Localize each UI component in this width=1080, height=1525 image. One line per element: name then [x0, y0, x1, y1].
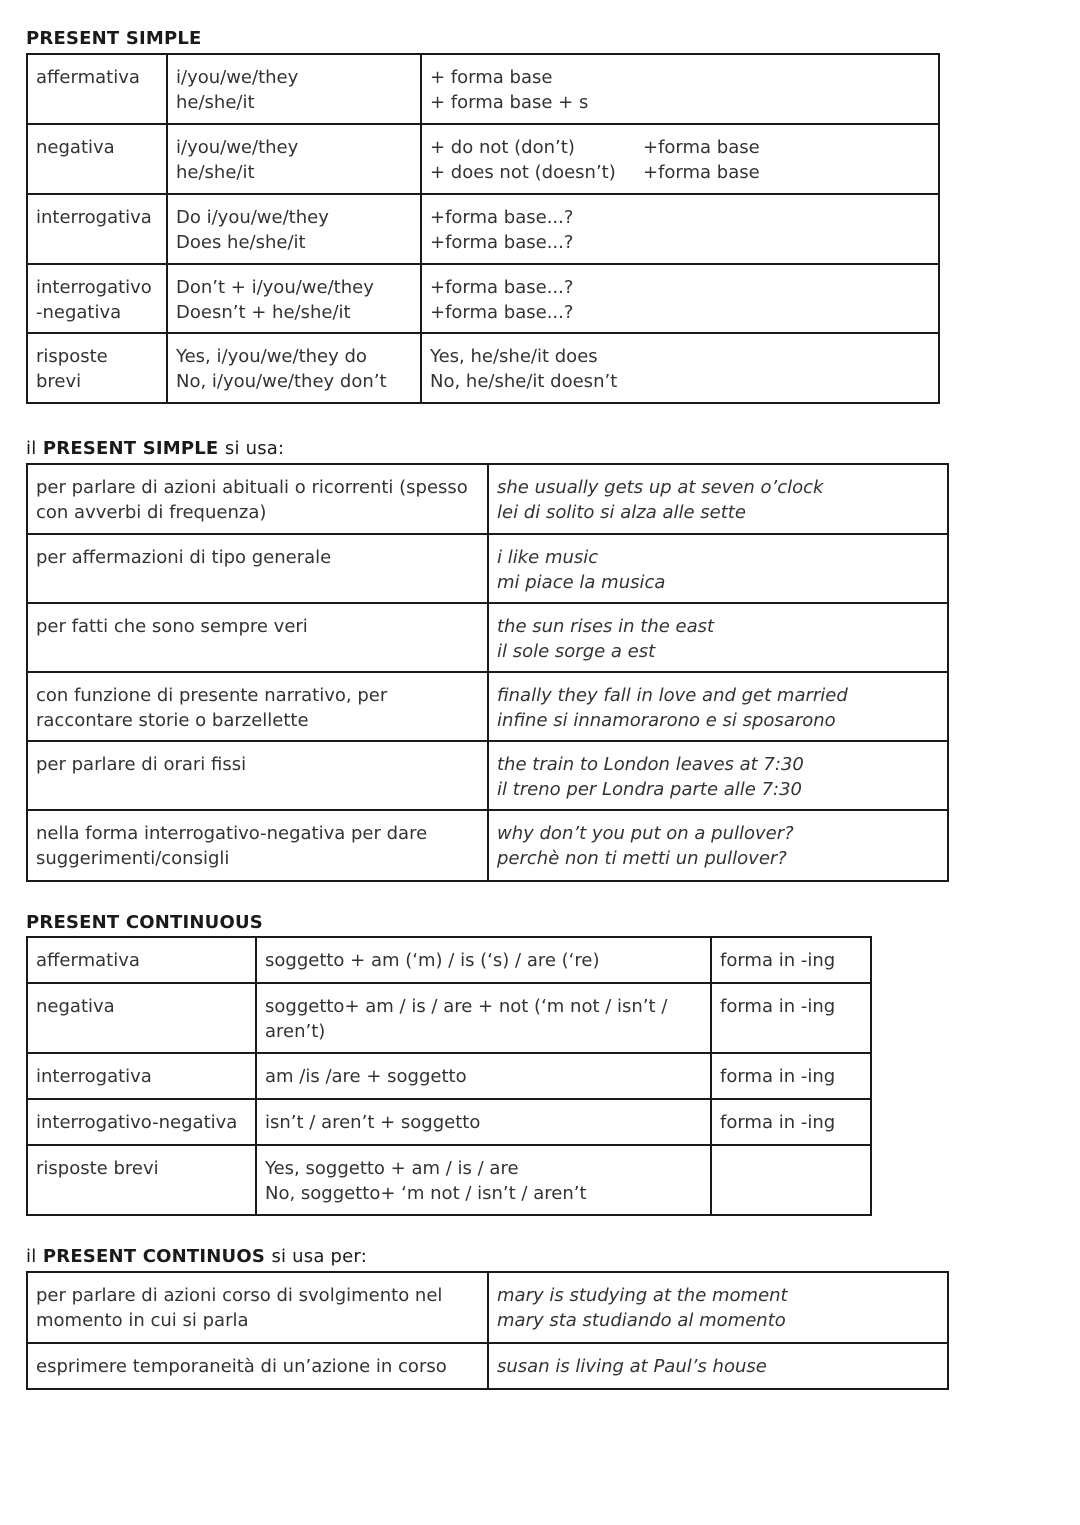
use-cell [27, 464, 488, 534]
subject-text: Yes, i/you/we/they do [176, 346, 367, 367]
table-row [27, 464, 948, 534]
form-cell [27, 1099, 256, 1145]
verb-text: Yes, he/she/it does [430, 346, 598, 367]
form-label: interrogativo [36, 277, 152, 298]
subject-text: i/you/we/they [176, 67, 299, 88]
verb-text: + forma base [430, 67, 553, 88]
table-row [27, 333, 939, 403]
use-cell [27, 672, 488, 741]
verb-cell [711, 1145, 871, 1215]
form-label: interrogativo-negativa [36, 1112, 238, 1133]
use-text: per parlare di orari fissi [36, 754, 247, 775]
use-cell [27, 1272, 488, 1343]
present-continuous-heading: PRESENT CONTINUOUS [26, 912, 263, 933]
verb-text: forma in -ing [720, 996, 836, 1017]
verb-cell [421, 54, 939, 124]
table-row [27, 124, 939, 194]
table-row [27, 937, 871, 983]
verb-text: +forma base...? [430, 232, 574, 253]
form-label: risposte [36, 346, 108, 367]
heading-suffix: si usa: [224, 438, 285, 459]
use-text: nella forma interrogativo-negativa per dare [36, 823, 428, 844]
example-text: il sole sorge a est [497, 641, 656, 662]
form-cell [27, 124, 167, 194]
example-cell [488, 1272, 948, 1343]
structure-cell [256, 937, 711, 983]
example-text: mi piace la musica [497, 572, 666, 593]
form-label: interrogativa [36, 207, 152, 228]
heading-main: PRESENT SIMPLE [42, 438, 219, 459]
table-row [27, 810, 948, 881]
verb-cell [421, 333, 939, 403]
structure-text: soggetto + am (‘m) / is (‘s) / are (‘re) [265, 950, 600, 971]
heading-suffix: si usa per: [271, 1246, 367, 1267]
subject-text: he/she/it [176, 92, 255, 113]
present-continuous-uses-heading [26, 1246, 367, 1267]
table-row [27, 603, 948, 672]
example-text: finally they fall in love and get married [497, 685, 848, 706]
example-cell [488, 672, 948, 741]
use-text: con avverbi di frequenza) [36, 502, 267, 523]
verb-cell [421, 194, 939, 264]
heading-prefix: il [26, 438, 37, 459]
structure-text: soggetto+ am / is / are + not (‘m not / isn’t / [265, 996, 668, 1017]
subject-text: Doesn’t + he/she/it [176, 302, 351, 323]
subject-text: Don’t + i/you/we/they [176, 277, 374, 298]
verb-text: +forma base...? [430, 302, 574, 323]
example-text: lei di solito si alza alle sette [497, 502, 746, 523]
use-text: per fatti che sono sempre veri [36, 616, 308, 637]
example-text: infine si innamorarono e si sposarono [497, 710, 836, 731]
structure-text: Yes, soggetto + am / is / are [265, 1158, 519, 1179]
verb-text: +forma base [643, 137, 760, 158]
heading-main: PRESENT CONTINUOS [42, 1246, 265, 1267]
subject-text: Do i/you/we/they [176, 207, 329, 228]
verb-text: + forma base + s [430, 92, 589, 113]
heading-prefix: il [26, 1246, 37, 1267]
example-text: il treno per Londra parte alle 7:30 [497, 779, 803, 800]
structure-cell [256, 1053, 711, 1099]
form-cell [27, 54, 167, 124]
verb-cell [711, 1053, 871, 1099]
example-cell [488, 810, 948, 881]
form-cell [27, 983, 256, 1053]
verb-cell [711, 983, 871, 1053]
verb-text: forma in -ing [720, 950, 836, 971]
form-cell [27, 194, 167, 264]
table-row [27, 1099, 871, 1145]
table-row [27, 741, 948, 810]
form-label: interrogativa [36, 1066, 152, 1087]
example-cell [488, 603, 948, 672]
subject-text: No, i/you/we/they don’t [176, 371, 387, 392]
use-text: suggerimenti/consigli [36, 848, 230, 869]
structure-text: am /is /are + soggetto [265, 1066, 467, 1087]
example-text: mary is studying at the moment [497, 1285, 788, 1306]
verb-base [643, 135, 760, 185]
example-cell [488, 534, 948, 603]
example-cell [488, 464, 948, 534]
use-text: esprimere temporaneità di un’azione in corso [36, 1356, 447, 1377]
structure-text: isn’t / aren’t + soggetto [265, 1112, 481, 1133]
use-cell [27, 810, 488, 881]
form-cell [27, 264, 167, 333]
example-cell [488, 1343, 948, 1389]
verb-text: +forma base [643, 162, 760, 183]
subject-cell [167, 333, 421, 403]
use-text: momento in cui si parla [36, 1310, 249, 1331]
structure-text: aren’t) [265, 1021, 326, 1042]
form-cell [27, 937, 256, 983]
use-text: per parlare di azioni corso di svolgimento nel [36, 1285, 443, 1306]
verb-text: No, he/she/it doesn’t [430, 371, 618, 392]
example-text: mary sta studiando al momento [497, 1310, 786, 1331]
form-label: brevi [36, 371, 82, 392]
form-cell [27, 333, 167, 403]
example-text: perchè non ti metti un pullover? [497, 848, 787, 869]
table-row [27, 194, 939, 264]
table-row [27, 534, 948, 603]
form-label: affermativa [36, 67, 140, 88]
verb-text: forma in -ing [720, 1066, 836, 1087]
table-row [27, 1145, 871, 1215]
form-label: negativa [36, 996, 115, 1017]
table-row [27, 1053, 871, 1099]
table-row [27, 54, 939, 124]
present-simple-uses-table [26, 463, 949, 882]
verb-cell [711, 1099, 871, 1145]
subject-cell [167, 124, 421, 194]
use-text: per parlare di azioni abituali o ricorrenti (spesso [36, 477, 468, 498]
present-continuous-uses-table [26, 1271, 949, 1390]
verb-text: +forma base...? [430, 277, 574, 298]
use-cell [27, 741, 488, 810]
form-label: negativa [36, 137, 115, 158]
form-label: -negativa [36, 302, 122, 323]
structure-cell [256, 1145, 711, 1215]
structure-text: No, soggetto+ ‘m not / isn’t / aren’t [265, 1183, 587, 1204]
subject-cell [167, 264, 421, 333]
verb-text: +forma base...? [430, 207, 574, 228]
form-label: risposte brevi [36, 1158, 159, 1179]
example-text: the sun rises in the east [497, 616, 715, 637]
structure-cell [256, 983, 711, 1053]
use-text: con funzione di presente narrativo, per [36, 685, 388, 706]
verb-cell [421, 264, 939, 333]
table-row [27, 1343, 948, 1389]
verb-text: + does not (doesn’t) [430, 162, 616, 183]
present-simple-uses-heading [26, 438, 284, 459]
table-row [27, 983, 871, 1053]
subject-cell [167, 194, 421, 264]
subject-text: Does he/she/it [176, 232, 306, 253]
verb-cell [421, 124, 939, 194]
table-row [27, 264, 939, 333]
example-text: susan is living at Paul’s house [497, 1356, 767, 1377]
present-simple-heading: PRESENT SIMPLE [26, 28, 202, 49]
use-cell [27, 603, 488, 672]
form-cell [27, 1053, 256, 1099]
verb-aux [430, 135, 643, 185]
use-cell [27, 534, 488, 603]
use-text: raccontare storie o barzellette [36, 710, 309, 731]
example-text: the train to London leaves at 7:30 [497, 754, 804, 775]
verb-split [430, 135, 930, 185]
structure-cell [256, 1099, 711, 1145]
subject-cell [167, 54, 421, 124]
example-text: why don’t you put on a pullover? [497, 823, 794, 844]
subject-text: i/you/we/they [176, 137, 299, 158]
example-cell [488, 741, 948, 810]
example-text: i like music [497, 547, 599, 568]
verb-text: + do not (don’t) [430, 137, 575, 158]
use-text: per affermazioni di tipo generale [36, 547, 332, 568]
form-label: affermativa [36, 950, 140, 971]
table-row [27, 1272, 948, 1343]
verb-text: forma in -ing [720, 1112, 836, 1133]
use-cell [27, 1343, 488, 1389]
form-cell [27, 1145, 256, 1215]
example-text: she usually gets up at seven o’clock [497, 477, 824, 498]
present-continuous-table [26, 936, 872, 1216]
verb-cell [711, 937, 871, 983]
present-simple-table [26, 53, 940, 404]
table-row [27, 672, 948, 741]
subject-text: he/she/it [176, 162, 255, 183]
